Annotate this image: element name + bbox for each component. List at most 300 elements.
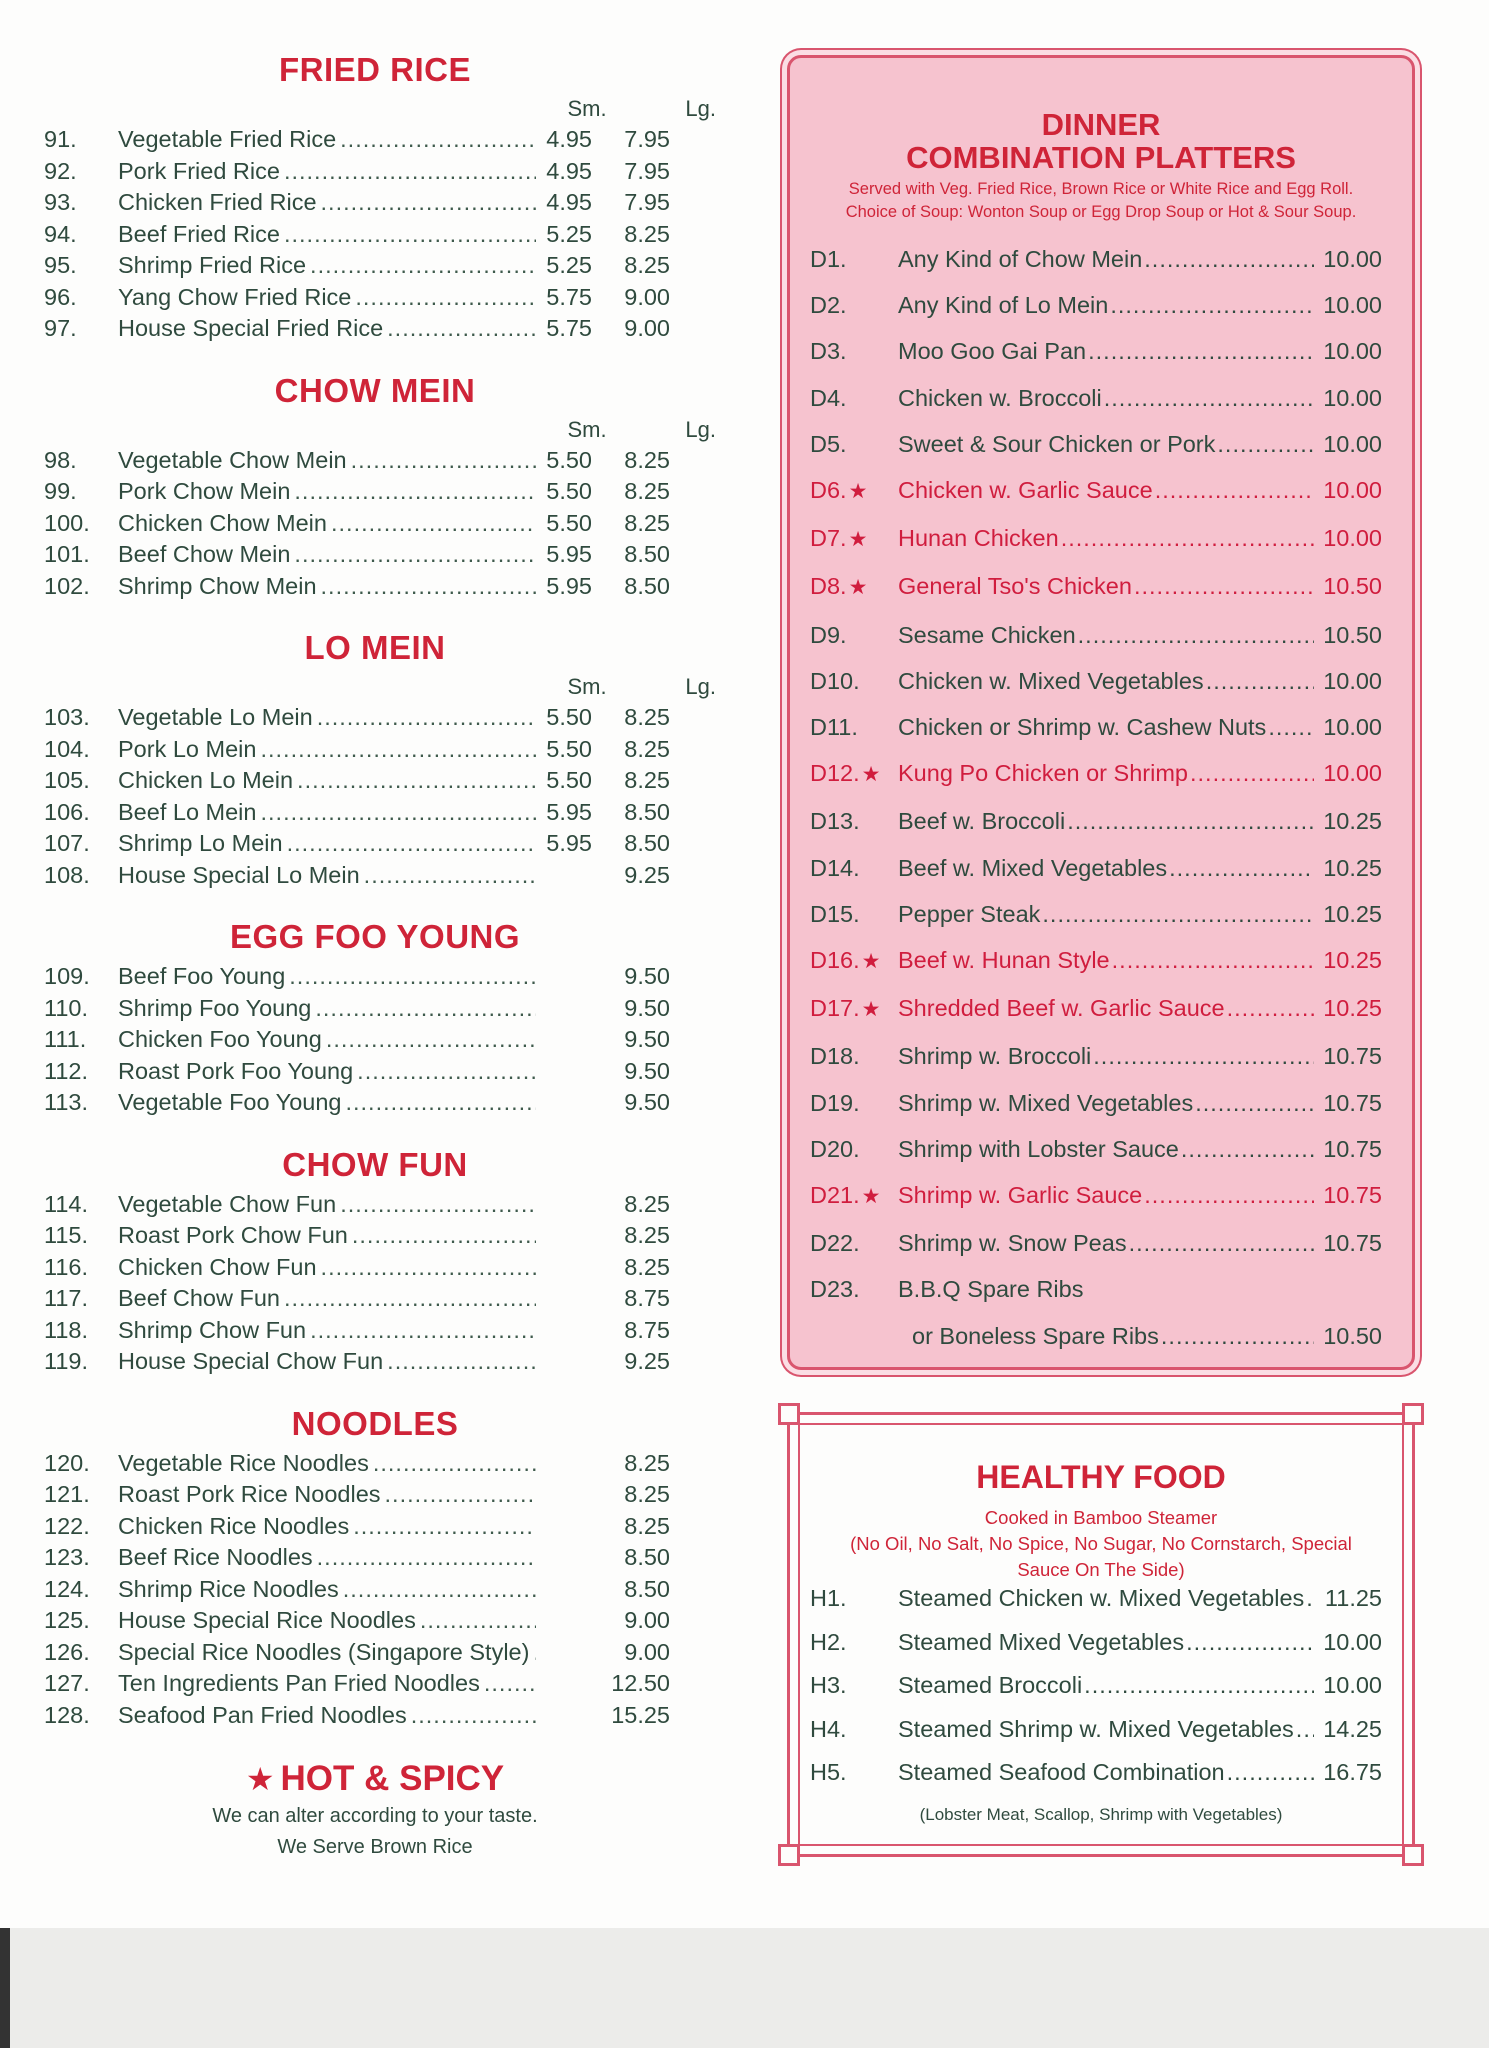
item-number: 111. [44, 1026, 87, 1052]
large-price: 8.75 [624, 1316, 670, 1343]
item-price: 10.25 [1323, 947, 1382, 974]
dot-leader [1296, 1708, 1314, 1752]
item-name: or Boneless Spare Ribs [912, 1322, 1159, 1349]
dot-leader [1268, 704, 1314, 750]
menu-item [40, 219, 670, 251]
section-title: FRIED RICE [278, 51, 471, 88]
dot-leader [1161, 1313, 1314, 1359]
item-name: Beef Fried Rice [118, 220, 280, 247]
dot-leader [294, 476, 536, 508]
dot-leader [387, 313, 536, 345]
item-number: 128. [44, 1701, 90, 1728]
item-name: Steamed Broccoli [898, 1672, 1083, 1698]
item-price: 10.25 [1323, 995, 1382, 1022]
item-number: 97. [44, 315, 77, 341]
item-name: Beef Foo Young [118, 963, 286, 989]
dot-leader [533, 1637, 536, 1669]
dot-leader [385, 1479, 536, 1511]
menu-item [40, 1574, 670, 1606]
dinner-item [810, 1266, 1382, 1312]
dinner-item [810, 282, 1382, 328]
item-name: Beef Lo Mein [118, 798, 257, 825]
item-name: Yang Chow Fried Rice [118, 283, 352, 310]
dot-leader [1169, 845, 1314, 891]
dot-leader [284, 219, 536, 251]
dot-leader [1206, 658, 1314, 704]
healthy-item [810, 1577, 1382, 1621]
large-price: 9.00 [624, 1638, 670, 1665]
dot-leader [420, 1605, 536, 1637]
item-number: 119. [44, 1348, 88, 1374]
hot-spicy-dinner-item [810, 467, 1382, 515]
item-number: 125. [44, 1607, 90, 1633]
item-name: Vegetable Rice Noodles [118, 1449, 369, 1476]
dot-leader [364, 860, 536, 892]
menu-item [40, 1315, 670, 1347]
small-price: 5.50 [546, 704, 592, 730]
dot-leader [310, 1315, 536, 1347]
small-price: 5.50 [546, 478, 592, 504]
menu-item [40, 961, 670, 993]
large-price: 8.25 [624, 509, 670, 536]
item-name: Chicken Chow Fun [118, 1253, 317, 1280]
item-number: 108. [44, 861, 90, 888]
dot-leader [1181, 1126, 1314, 1172]
dot-leader [1306, 1577, 1314, 1621]
large-price: 9.50 [624, 963, 670, 989]
dot-leader [1144, 1172, 1314, 1218]
menu-section [40, 371, 716, 603]
item-name: Chicken w. Broccoli [898, 384, 1102, 411]
dinner-item [810, 328, 1382, 374]
section-title: NOODLES [291, 1404, 459, 1442]
dot-leader [1104, 375, 1314, 421]
menu-item [40, 476, 670, 508]
item-name: Vegetable Chow Fun [118, 1190, 337, 1217]
menu-item [40, 571, 670, 603]
item-name: Chicken Rice Noodles [118, 1512, 350, 1539]
dot-leader [373, 1448, 536, 1480]
item-price: 16.75 [1323, 1759, 1382, 1785]
dinner-item [810, 845, 1382, 891]
item-price: 10.00 [1323, 760, 1382, 787]
item-price: 10.00 [1323, 477, 1382, 504]
item-code: D8. ★ [810, 563, 898, 611]
item-code: D15. [810, 900, 860, 927]
large-price: 8.25 [624, 446, 670, 473]
dinner-title: DINNER [1041, 107, 1161, 142]
item-name: Beef w. Broccoli [898, 808, 1066, 835]
item-price: 10.00 [1323, 1672, 1382, 1698]
item-name: Shrimp w. Garlic Sauce [898, 1182, 1143, 1209]
large-price: 8.25 [624, 735, 670, 762]
item-name: Vegetable Lo Mein [118, 704, 313, 730]
menu-item [40, 1346, 670, 1378]
hot-star-icon: ★ [245, 1761, 275, 1797]
item-number: 124. [44, 1575, 90, 1602]
item-number: 104. [44, 735, 90, 762]
item-code: D17. ★ [810, 985, 898, 1033]
small-price: 5.95 [546, 572, 592, 599]
large-price: 9.00 [624, 283, 670, 310]
item-price: 14.25 [1323, 1715, 1382, 1742]
item-price: 10.75 [1323, 1230, 1382, 1257]
healthy-item [810, 1664, 1382, 1708]
dinner-list [790, 236, 1412, 1359]
menu-item [40, 734, 670, 766]
dot-leader [317, 702, 536, 734]
item-code: D13. [810, 808, 860, 835]
dinner-item [810, 704, 1382, 750]
dinner-item [810, 1126, 1382, 1172]
item-price: 10.75 [1323, 1135, 1382, 1162]
dot-leader [340, 1189, 536, 1221]
item-number: 116. [44, 1253, 88, 1280]
item-name: Roast Pork Foo Young [118, 1057, 354, 1084]
corner-ornament [1402, 1844, 1424, 1866]
menu-section [40, 50, 716, 345]
item-name: Steamed Mixed Vegetables [898, 1628, 1185, 1655]
item-name: House Special Lo Mein [118, 861, 360, 888]
dinner-item [810, 1080, 1382, 1126]
hot-spicy-dinner-item [810, 750, 1382, 798]
dinner-item [810, 1313, 1382, 1359]
dot-leader [1088, 328, 1314, 374]
item-name: Beef Chow Mein [118, 541, 291, 567]
small-price: 5.95 [546, 830, 592, 856]
dot-leader [1129, 1220, 1314, 1266]
dot-leader [321, 187, 536, 219]
menu-item [40, 250, 670, 282]
dot-leader [1190, 750, 1314, 796]
item-name: B.B.Q Spare Ribs [898, 1276, 1084, 1303]
healthy-cooked-note: Cooked in Bamboo Steamer [984, 1507, 1218, 1528]
dot-leader [357, 1056, 536, 1088]
dot-leader [1093, 1033, 1314, 1079]
healthy-restrictions: (No Oil, No Salt, No Spice, No Sugar, No Cornstarch, Special [850, 1533, 1352, 1554]
item-number: 103. [44, 704, 90, 730]
item-code: H4. [810, 1715, 847, 1742]
item-code: D22. [810, 1230, 860, 1257]
item-name: Shredded Beef w. Garlic Sauce [898, 995, 1225, 1022]
menu-item [40, 1056, 670, 1088]
healthy-item [810, 1708, 1382, 1752]
item-name: Steamed Chicken w. Mixed Vegetables [898, 1585, 1305, 1611]
section-title: CHOW MEIN [274, 371, 476, 409]
hot-spicy-title [80, 1757, 670, 1801]
menu-item [40, 445, 670, 477]
dot-leader [294, 539, 536, 571]
item-code: D10. [810, 667, 860, 694]
dot-leader [1186, 1621, 1314, 1665]
item-name: Vegetable Fried Rice [118, 126, 337, 152]
dot-leader [411, 1700, 536, 1732]
large-price: 9.50 [624, 994, 670, 1021]
healthy-food-panel [787, 1412, 1415, 1857]
large-price: 9.50 [624, 1057, 670, 1084]
small-price: 5.50 [546, 509, 592, 536]
large-price: 8.50 [624, 541, 670, 567]
item-code: D6. ★ [810, 467, 898, 515]
item-number: 91. [44, 126, 77, 152]
item-number: 105. [44, 767, 90, 793]
item-price: 10.25 [1323, 808, 1382, 835]
item-price: 10.75 [1323, 1182, 1382, 1209]
item-code: D18. [810, 1043, 860, 1070]
small-size-label: Sm. [567, 96, 607, 121]
menu-item [40, 1479, 670, 1511]
item-number: 100. [44, 509, 90, 536]
item-code: D3. [810, 338, 847, 365]
item-number: 101. [44, 541, 90, 567]
item-name: Chicken or Shrimp w. Cashew Nuts [898, 714, 1267, 741]
dot-leader [315, 993, 536, 1025]
item-code: H5. [810, 1759, 847, 1785]
item-price: 10.00 [1323, 525, 1382, 552]
item-price: 10.75 [1323, 1089, 1382, 1116]
menu-item [40, 1189, 670, 1221]
item-code: D21. ★ [810, 1172, 898, 1220]
small-size-label: Sm. [567, 416, 607, 442]
item-code: H2. [810, 1628, 847, 1655]
item-name: Hunan Chicken [898, 525, 1059, 552]
item-number: 118. [44, 1316, 88, 1343]
dot-leader [351, 445, 536, 477]
item-code: D1. [810, 246, 847, 272]
item-name: House Special Rice Noodles [118, 1607, 416, 1633]
large-price: 9.50 [624, 1089, 670, 1115]
menu-item [40, 156, 670, 188]
item-price: 10.50 [1323, 1322, 1382, 1349]
menu-item [40, 993, 670, 1025]
size-header [40, 672, 716, 702]
corner-ornament [778, 1403, 800, 1425]
item-name: Pepper Steak [898, 900, 1041, 927]
item-name: Roast Pork Chow Fun [118, 1222, 348, 1248]
item-name: Sweet & Sour Chicken or Pork [898, 430, 1216, 457]
menu-item [40, 1087, 670, 1119]
item-name: Shrimp w. Mixed Vegetables [898, 1089, 1194, 1116]
dot-leader [355, 282, 536, 314]
dot-leader [1078, 612, 1314, 658]
menu-item [40, 1220, 670, 1252]
dot-leader [260, 734, 536, 766]
section-title: LO MEIN [304, 629, 446, 666]
healthy-list [810, 1577, 1382, 1795]
dot-leader [1084, 1664, 1314, 1708]
menu-section [40, 1145, 670, 1378]
large-price: 8.75 [624, 1285, 670, 1311]
dot-leader [284, 1283, 536, 1315]
dinner-served-with: Served with Veg. Fried Rice, Brown Rice or White Rice and Egg Roll. [848, 180, 1354, 198]
item-name: Shrimp Foo Young [118, 994, 312, 1021]
dot-leader [1227, 985, 1314, 1031]
section-title: CHOW FUN [282, 1145, 468, 1183]
item-name: Special Rice Noodles (Singapore Style) [118, 1638, 530, 1665]
item-code: D16. ★ [810, 937, 898, 985]
hot-spicy-dinner-item [810, 1172, 1382, 1220]
item-code: D12. ★ [810, 750, 898, 798]
large-size-label: Lg. [685, 674, 716, 699]
large-price: 15.25 [611, 1701, 670, 1728]
dot-leader [343, 1574, 536, 1606]
menu-item [40, 797, 670, 829]
small-price: 5.95 [546, 798, 592, 825]
alter-taste-note: We can alter according to your taste. [212, 1805, 538, 1827]
item-name: Chicken Fried Rice [118, 189, 317, 215]
item-price: 10.00 [1323, 714, 1382, 741]
small-price: 5.50 [546, 446, 592, 473]
healthy-sauce-note: Sauce On The Side) [1017, 1559, 1185, 1580]
large-size-label: Lg. [685, 96, 716, 121]
item-code: H3. [810, 1672, 847, 1698]
large-price: 7.95 [624, 126, 670, 152]
menu-item [40, 1448, 670, 1480]
large-size-label: Lg. [685, 416, 716, 442]
dot-leader [1061, 515, 1314, 561]
large-price: 8.50 [624, 798, 670, 825]
item-price: 10.25 [1323, 854, 1382, 881]
item-number: 99. [44, 478, 77, 504]
menu-section [40, 1404, 670, 1732]
hot-spicy-dinner-item [810, 563, 1382, 611]
item-price: 10.00 [1323, 246, 1382, 272]
large-price: 8.25 [624, 704, 670, 730]
menu-item [40, 1605, 670, 1637]
item-number: 114. [44, 1190, 88, 1217]
item-number: 98. [44, 446, 77, 473]
menu-item [40, 1542, 670, 1574]
item-name: Shrimp Chow Fun [118, 1316, 307, 1343]
item-name: House Special Fried Rice [118, 315, 384, 341]
large-price: 9.25 [624, 1348, 670, 1374]
item-number: 92. [44, 157, 77, 184]
item-name: House Special Chow Fun [118, 1348, 384, 1374]
dot-leader [260, 797, 536, 829]
seafood-note: (Lobster Meat, Scallop, Shrimp with Vegetables) [919, 1805, 1283, 1824]
item-name: Chicken Chow Mein [118, 509, 327, 536]
item-name: Chicken Foo Young [118, 1026, 322, 1052]
small-price: 4.95 [546, 189, 592, 215]
large-price: 8.25 [624, 220, 670, 247]
item-number: 107. [44, 830, 90, 856]
menu-section [40, 917, 670, 1119]
left-column [40, 50, 716, 1863]
item-name: Shrimp w. Snow Peas [898, 1230, 1127, 1257]
small-price: 5.50 [546, 735, 592, 762]
dinner-item [810, 1220, 1382, 1266]
item-number: 109. [44, 963, 90, 989]
dinner-item [810, 236, 1382, 282]
item-name: Any Kind of Lo Mein [898, 292, 1109, 319]
hot-spicy-dinner-item [810, 515, 1382, 563]
item-number: 112. [44, 1057, 88, 1084]
item-name: Steamed Shrimp w. Mixed Vegetables [898, 1715, 1294, 1742]
hot-spicy-dinner-item [810, 937, 1382, 985]
item-name: Sesame Chicken [898, 621, 1076, 648]
dot-leader [352, 1220, 536, 1252]
menu-item [40, 1700, 670, 1732]
item-name: Chicken w. Mixed Vegetables [898, 667, 1204, 694]
menu-item [40, 508, 670, 540]
item-number: 106. [44, 798, 90, 825]
menu-item [40, 828, 670, 860]
dot-leader [287, 828, 536, 860]
item-name: Beef Chow Fun [118, 1285, 280, 1311]
healthy-title: HEALTHY FOOD [976, 1459, 1226, 1495]
item-code: D19. [810, 1089, 860, 1116]
dinner-combination-panel [787, 55, 1415, 1370]
item-number: 113. [44, 1089, 88, 1115]
item-name: Shrimp with Lobster Sauce [898, 1135, 1179, 1162]
item-number: 121. [44, 1481, 90, 1507]
menu-item [40, 1024, 670, 1056]
dinner-item [810, 891, 1382, 937]
menu-item [40, 539, 670, 571]
item-number: 93. [44, 189, 77, 215]
dinner-item [810, 658, 1382, 704]
menu-item [40, 187, 670, 219]
item-price: 10.75 [1323, 1043, 1382, 1070]
large-price: 8.50 [624, 572, 670, 599]
item-number: 117. [44, 1285, 88, 1311]
item-code: D9. [810, 621, 847, 648]
item-number: 115. [44, 1222, 88, 1248]
large-price: 8.25 [624, 252, 670, 278]
item-name: Shrimp Rice Noodles [118, 1575, 339, 1602]
item-price: 10.00 [1323, 1628, 1382, 1655]
large-price: 9.50 [624, 1026, 670, 1052]
item-name: Shrimp Fried Rice [118, 252, 307, 278]
combination-platters-title: COMBINATION PLATTERS [906, 140, 1296, 175]
large-price: 8.25 [624, 767, 670, 793]
corner-ornament [1402, 1403, 1424, 1425]
item-name: Pork Lo Mein [118, 735, 257, 762]
brown-rice-note: We Serve Brown Rice [277, 1836, 473, 1858]
menu-item [40, 860, 670, 892]
large-price: 9.00 [624, 1607, 670, 1633]
item-number: 122. [44, 1512, 90, 1539]
large-price: 12.50 [611, 1670, 670, 1696]
item-price: 10.50 [1323, 621, 1382, 648]
item-price: 10.00 [1323, 338, 1382, 365]
healthy-item [810, 1621, 1382, 1665]
dot-leader [484, 1668, 536, 1700]
item-number: 127. [44, 1670, 90, 1696]
dot-leader [1155, 467, 1314, 513]
menu-item [40, 765, 670, 797]
large-price: 7.95 [624, 189, 670, 215]
item-name: General Tso's Chicken [898, 573, 1132, 600]
dot-leader [1134, 563, 1314, 609]
item-name: Chicken Lo Mein [118, 767, 294, 793]
item-code: D4. [810, 384, 847, 411]
item-name: Shrimp w. Broccoli [898, 1043, 1092, 1070]
dot-leader [1227, 1751, 1314, 1795]
dot-leader [331, 508, 536, 540]
hot-spicy-block [40, 1757, 670, 1863]
dinner-item [810, 1033, 1382, 1079]
item-name: Beef w. Mixed Vegetables [898, 854, 1168, 881]
item-name: Ten Ingredients Pan Fried Noodles [118, 1670, 480, 1696]
menu-item [40, 1668, 670, 1700]
menu-item [40, 124, 670, 156]
dot-leader [1144, 236, 1314, 282]
large-price: 8.50 [624, 830, 670, 856]
item-code: D20. [810, 1135, 860, 1162]
hot-spicy-label: HOT & SPICY [280, 1759, 505, 1798]
large-price: 8.25 [624, 1512, 670, 1539]
